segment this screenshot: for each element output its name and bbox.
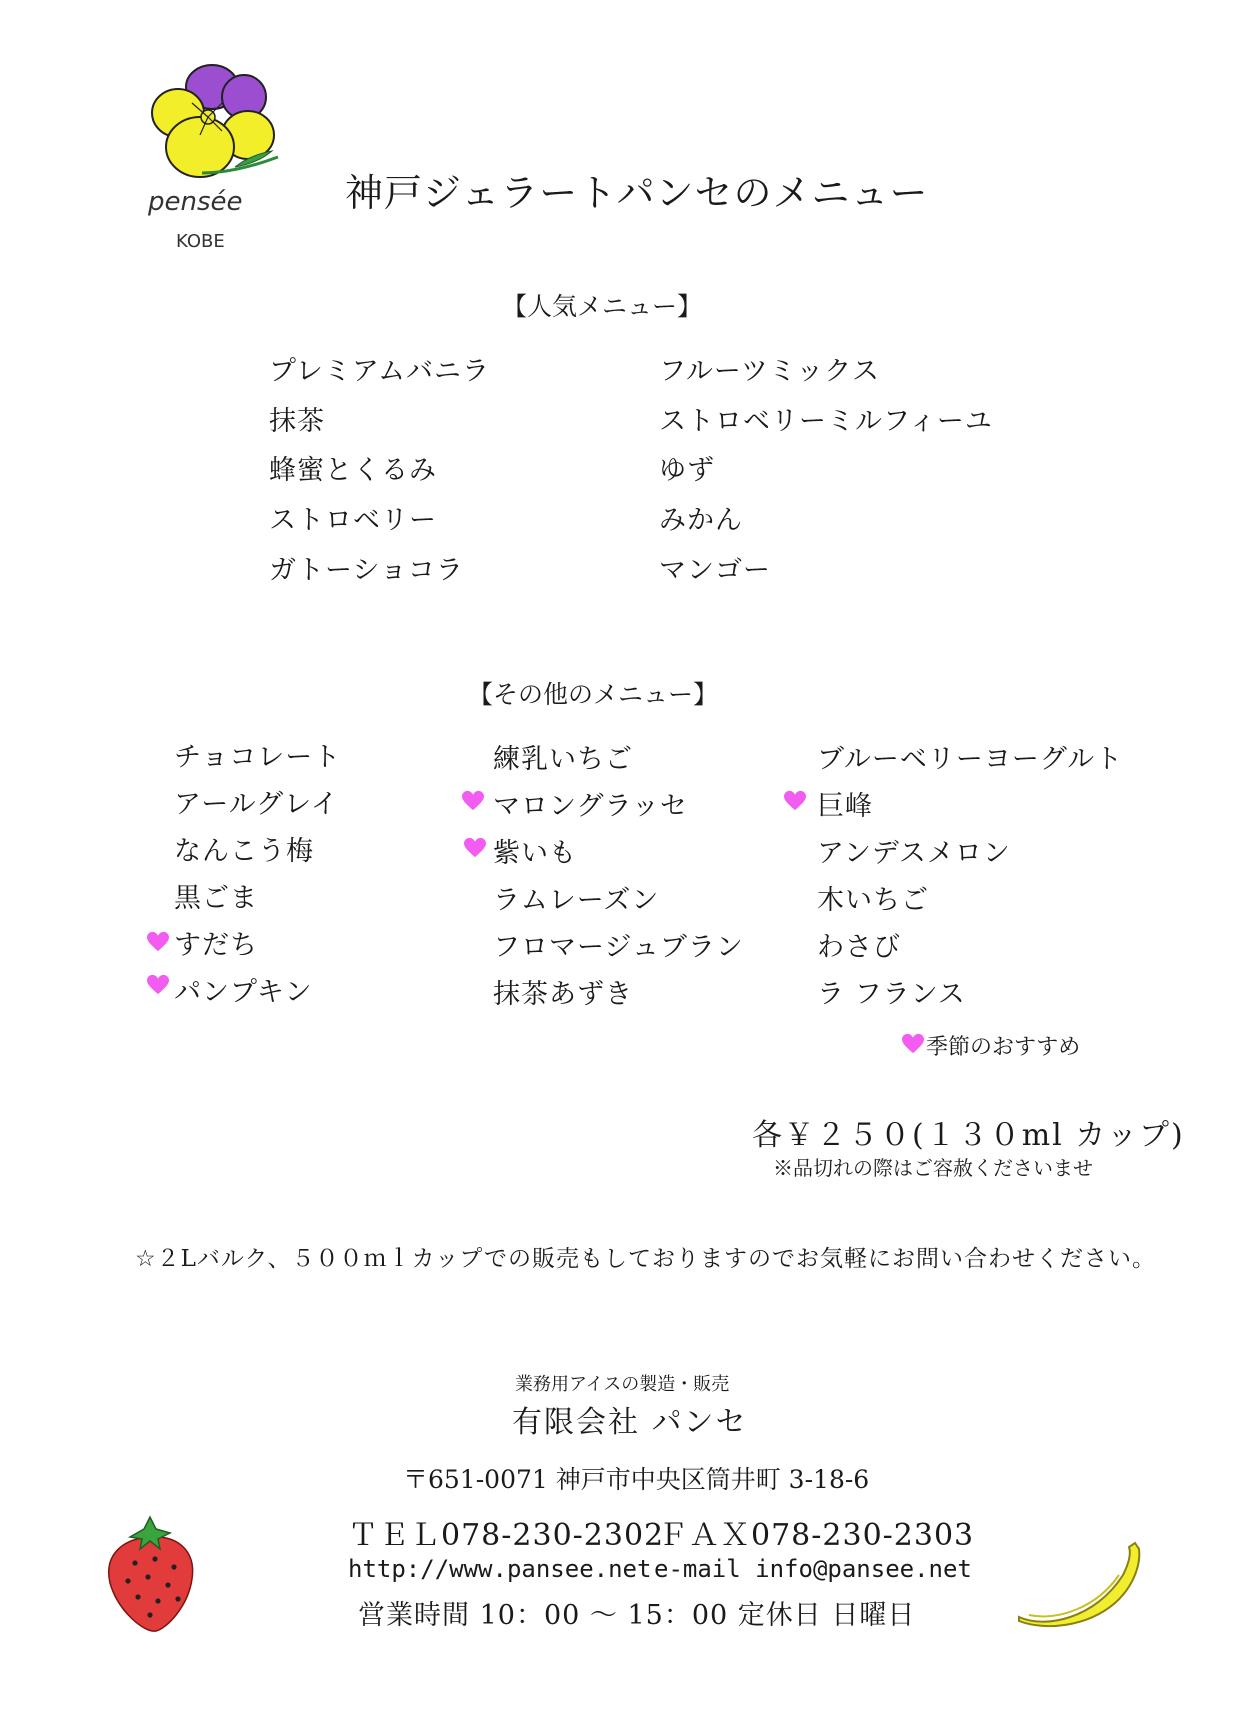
popular-right-item: ストロベリーミルフィーユ	[659, 406, 993, 437]
popular-right-item: フルーツミックス	[659, 356, 881, 387]
banana-icon	[1015, 1535, 1145, 1630]
other-col2-item: ラムレーズン	[493, 885, 660, 916]
strawberry-icon	[100, 1515, 200, 1635]
other-col3-item: わさび	[817, 932, 901, 963]
popular-left-item: ストロベリー	[269, 505, 437, 536]
popular-right-item: マンゴー	[659, 555, 771, 586]
other-col3-item: ブルーベリーヨーグルト	[817, 744, 1124, 775]
legend-label: 季節のおすすめ	[926, 1035, 1081, 1060]
other-col2-item: フロマージュブラン	[493, 932, 744, 963]
other-col3-item: ラ フランス	[817, 979, 966, 1010]
other-col2-item: 抹茶あずき	[493, 979, 633, 1010]
pensee-logo	[140, 55, 290, 265]
other-col2-item: 紫いも	[493, 838, 577, 869]
fax: ＦＡＸ078-230-2303	[658, 1518, 975, 1553]
popular-left-item: プレミアムバニラ	[269, 356, 491, 387]
popular-left-item: 抹茶	[269, 406, 325, 437]
other-col3-item: 木いちご	[817, 885, 929, 916]
heart-icon	[147, 931, 169, 953]
address: 〒651-0071 神戸市中央区筒井町 3-18-6	[403, 1465, 870, 1494]
price: 各￥２５０(１３０ml カップ)	[752, 1118, 1185, 1153]
company-name: 有限会社 パンセ	[512, 1405, 748, 1440]
other-col2-item: マロングラッセ	[493, 791, 688, 822]
popular-heading: 【人気メニュー】	[502, 292, 703, 321]
business-hours: 営業時間 10：00 ～ 15：00 定休日 日曜日	[358, 1600, 916, 1631]
heart-icon	[464, 837, 486, 859]
heart-icon	[784, 790, 806, 812]
other-col1-item: すだち	[174, 930, 258, 961]
phone: ＴＥＬ078-230-2302	[348, 1518, 665, 1553]
page-title: 神戸ジェラートパンセのメニュー	[345, 171, 929, 215]
logo-text: pensée	[148, 187, 243, 217]
other-col1-item: なんこう梅	[174, 836, 314, 867]
other-col1-item: 黒ごま	[174, 883, 258, 914]
other-col3-item: アンデスメロン	[817, 838, 1011, 869]
business-description: 業務用アイスの製造・販売	[515, 1374, 730, 1395]
bulk-notice: ☆２Lバルク、５００ｍｌカップでの販売もしておりますのでお気軽にお問い合わせください。	[135, 1246, 1156, 1272]
pansy-flower-icon	[152, 65, 278, 177]
popular-left-item: ガトーショコラ	[269, 555, 464, 586]
logo-sub: KOBE	[176, 231, 225, 252]
popular-right-item: みかん	[659, 505, 743, 536]
heart-icon	[147, 974, 169, 996]
other-col1-item: パンプキン	[174, 977, 313, 1008]
email-link[interactable]: e-mail info@pansee.net	[654, 1555, 972, 1583]
sold-out-note: ※品切れの際はご容赦くださいませ	[773, 1156, 1093, 1180]
popular-right-item: ゆず	[659, 455, 715, 486]
website-link[interactable]: http://www.pansee.net	[348, 1555, 652, 1583]
other-col3-item: 巨峰	[817, 791, 873, 822]
other-heading: 【その他のメニュー】	[468, 680, 719, 709]
heart-icon	[462, 790, 484, 812]
other-col1-item: チョコレート	[174, 742, 342, 773]
other-col1-item: アールグレイ	[174, 789, 339, 820]
heart-icon	[902, 1033, 924, 1055]
other-col2-item: 練乳いちご	[493, 744, 633, 775]
popular-left-item: 蜂蜜とくるみ	[269, 455, 437, 486]
